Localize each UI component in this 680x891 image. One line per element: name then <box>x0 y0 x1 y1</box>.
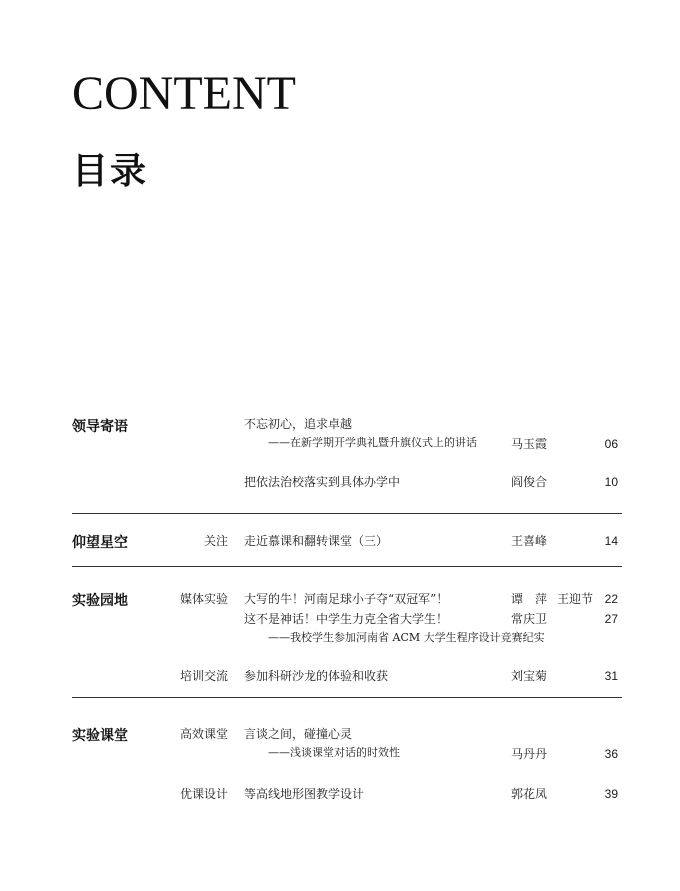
section-divider <box>72 513 622 514</box>
entry-author-secondary: 王迎节 <box>557 592 594 606</box>
entry-category: 培训交流 <box>179 669 228 683</box>
entry-title: 大写的牛！河南足球小子夺“双冠军”！ <box>244 592 449 606</box>
entry-title: 把依法治校落实到具体办学中 <box>244 475 401 489</box>
entry-author: 王喜峰 <box>511 534 548 548</box>
entry-page: 22 <box>604 592 618 606</box>
section-divider <box>72 697 622 698</box>
section-divider <box>72 566 622 567</box>
entry-author: 谭 萍 <box>511 592 548 606</box>
section-title-leader-message: 领导寄语 <box>72 419 128 435</box>
entry-author: 马丹丹 <box>511 747 548 761</box>
entry-subtitle: ——在新学期开学典礼暨升旗仪式上的讲话 <box>268 436 477 449</box>
entry-page: 36 <box>604 747 618 761</box>
entry-subtitle: ——我校学生参加河南省 ACM 大学生程序设计竞赛纪实 <box>268 631 545 644</box>
title-chinese: 目录 <box>72 151 149 192</box>
entry-category: 媒体实验 <box>179 592 228 606</box>
entry-category: 优课设计 <box>179 787 228 801</box>
entry-title: 这不是神话！中学生力克全省大学生！ <box>244 612 449 626</box>
entry-author: 刘宝菊 <box>511 669 548 683</box>
entry-author: 郭花凤 <box>511 787 548 801</box>
entry-author: 马玉霞 <box>511 437 548 451</box>
entry-page: 14 <box>604 534 618 548</box>
entry-author: 阎俊合 <box>511 475 548 489</box>
entry-category: 关注 <box>203 534 228 548</box>
entry-title: 走近慕课和翻转课堂（三） <box>244 534 389 548</box>
entry-page: 31 <box>604 669 618 683</box>
entry-page: 39 <box>604 787 618 801</box>
entry-title: 参加科研沙龙的体验和收获 <box>244 669 389 683</box>
entry-page: 27 <box>604 612 618 626</box>
entry-title: 等高线地形图教学设计 <box>244 787 365 801</box>
entry-title: 言谈之间，碰撞心灵 <box>244 727 353 741</box>
entry-author: 常庆卫 <box>511 612 548 626</box>
section-title-stargazing: 仰望星空 <box>72 535 128 551</box>
section-title-experiment-classroom: 实验课堂 <box>72 728 128 744</box>
entry-category: 高效课堂 <box>179 727 228 741</box>
entry-page: 10 <box>604 475 618 489</box>
title-english: CONTENT <box>72 67 296 120</box>
entry-subtitle: ——浅谈课堂对话的时效性 <box>268 746 400 759</box>
entry-page: 06 <box>604 437 618 451</box>
entry-title: 不忘初心，追求卓越 <box>244 417 353 431</box>
section-title-experiment-garden: 实验园地 <box>72 593 128 609</box>
